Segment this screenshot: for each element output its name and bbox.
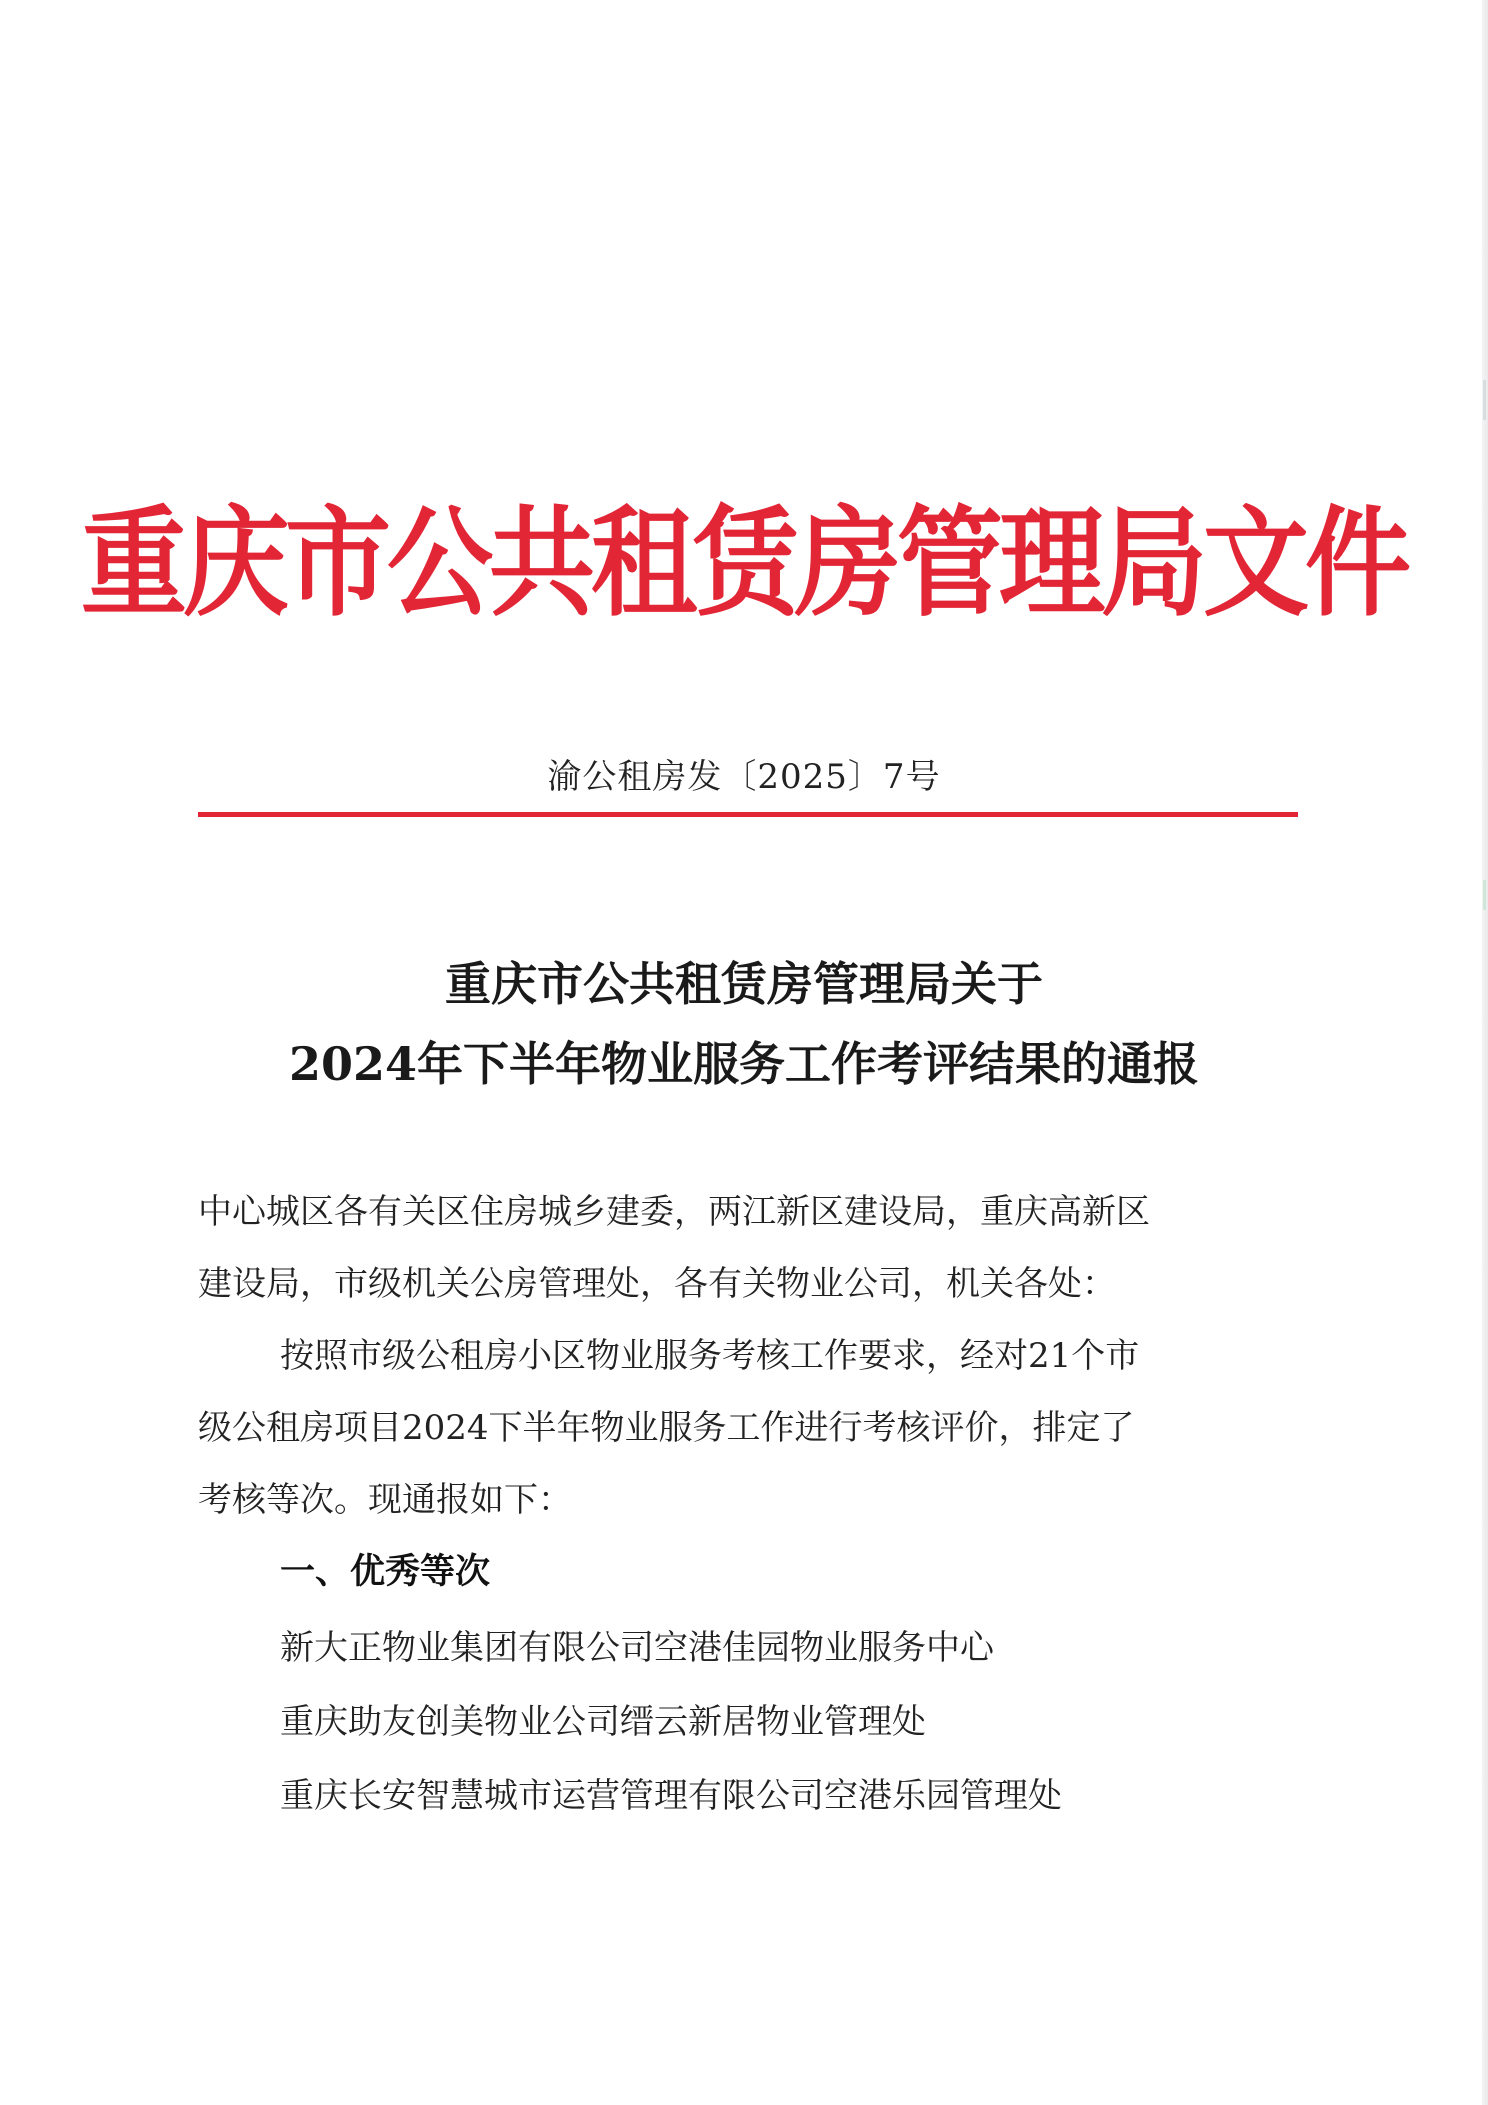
body-line-3: 考核等次。现通报如下：: [198, 1480, 572, 1520]
scan-edge-mark: [1483, 880, 1486, 910]
section-heading-excellent: 一、优秀等次: [280, 1552, 491, 1592]
body-line-1: 按照市级公租房小区物业服务考核工作要求，经对21个市: [280, 1336, 1140, 1376]
body-line-2: 级公租房项目2024下半年物业服务工作进行考核评价，排定了: [198, 1408, 1135, 1448]
document-number: 渝公租房发〔2025〕7号: [547, 757, 941, 797]
document-title-line-2: 2024年下半年物业服务工作考评结果的通报: [288, 1037, 1200, 1091]
document-title-line-1: 重庆市公共租赁房管理局关于: [445, 957, 1043, 1011]
red-divider-line: [198, 812, 1298, 817]
recipients-line-2: 建设局，市级机关公房管理处，各有关物业公司，机关各处：: [198, 1264, 1116, 1304]
scan-edge-mark: [1483, 380, 1486, 420]
list-item: 重庆助友创美物业公司缙云新居物业管理处: [280, 1702, 926, 1742]
list-item: 重庆长安智慧城市运营管理有限公司空港乐园管理处: [280, 1776, 1062, 1816]
scan-edge-shadow: [1482, 0, 1488, 2105]
masthead-title: 重庆市公共租赁房管理局文件: [81, 492, 1407, 633]
list-item: 新大正物业集团有限公司空港佳园物业服务中心: [280, 1628, 994, 1668]
recipients-line-1: 中心城区各有关区住房城乡建委，两江新区建设局，重庆高新区: [198, 1192, 1150, 1232]
